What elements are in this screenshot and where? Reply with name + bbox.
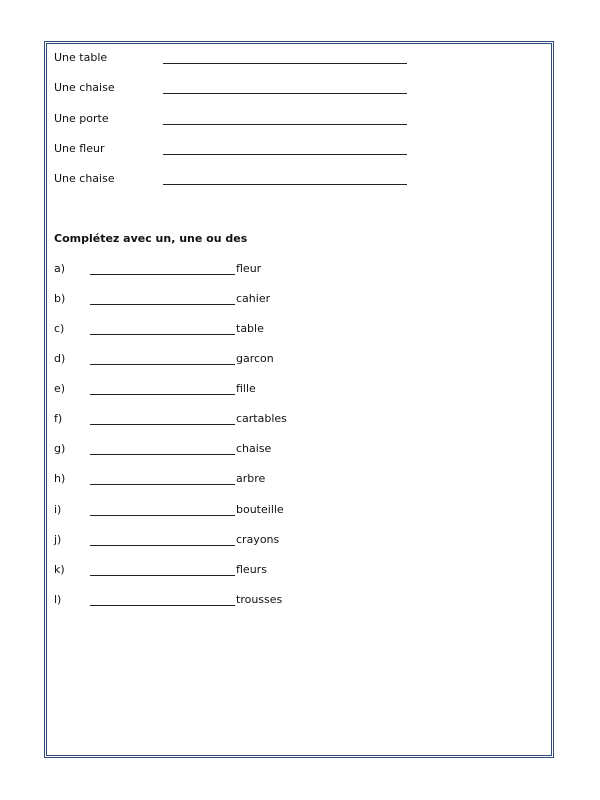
exercise-item: [54, 291, 354, 311]
exercise-item: [54, 532, 354, 552]
answer-blank[interactable]: [163, 184, 407, 185]
translation-label: Une porte: [54, 112, 109, 125]
item-word: fleurs: [236, 563, 267, 576]
item-letter: e): [54, 382, 66, 395]
answer-blank[interactable]: [90, 334, 235, 335]
answer-blank[interactable]: [90, 515, 235, 516]
translation-row: [54, 50, 414, 70]
answer-blank[interactable]: [90, 364, 235, 365]
item-letter: k): [54, 563, 65, 576]
item-word: bouteille: [236, 503, 284, 516]
exercise-item: [54, 261, 354, 281]
item-word: cahier: [236, 292, 271, 305]
answer-blank[interactable]: [90, 304, 235, 305]
item-word: cartables: [236, 412, 287, 425]
exercise-item: [54, 381, 354, 401]
exercise-item: [54, 321, 354, 341]
answer-blank[interactable]: [90, 394, 235, 395]
answer-blank[interactable]: [163, 63, 407, 64]
answer-blank[interactable]: [90, 575, 235, 576]
exercise-item: [54, 502, 354, 522]
exercise-item: [54, 411, 354, 431]
item-word: garcon: [236, 352, 274, 365]
exercise-item: [54, 592, 354, 612]
item-letter: c): [54, 322, 65, 335]
answer-blank[interactable]: [90, 274, 235, 275]
answer-blank[interactable]: [90, 484, 235, 485]
item-letter: b): [54, 292, 66, 305]
item-word: trousses: [236, 593, 283, 606]
item-word: crayons: [236, 533, 280, 546]
translation-row: [54, 141, 414, 161]
translation-row: [54, 171, 414, 191]
translation-row: [54, 80, 414, 100]
translation-label: Une chaise: [54, 172, 115, 185]
answer-blank[interactable]: [90, 424, 235, 425]
item-word: arbre: [236, 472, 266, 485]
exercise-item: [54, 562, 354, 582]
answer-blank[interactable]: [90, 454, 235, 455]
item-word: table: [236, 322, 264, 335]
answer-blank[interactable]: [90, 545, 235, 546]
item-letter: h): [54, 472, 66, 485]
answer-blank[interactable]: [163, 93, 407, 94]
exercise-item: [54, 441, 354, 461]
translation-row: [54, 111, 414, 131]
item-letter: l): [54, 593, 62, 606]
answer-blank[interactable]: [163, 124, 407, 125]
item-letter: d): [54, 352, 66, 365]
translation-label: Une table: [54, 51, 108, 64]
exercise-heading: Complétez avec un, une ou des: [54, 232, 248, 245]
item-letter: a): [54, 262, 66, 275]
item-letter: f): [54, 412, 63, 425]
item-word: chaise: [236, 442, 272, 455]
answer-blank[interactable]: [163, 154, 407, 155]
exercise-item: [54, 351, 354, 371]
item-letter: j): [54, 533, 62, 546]
translation-label: Une fleur: [54, 142, 105, 155]
item-letter: i): [54, 503, 62, 516]
item-word: fleur: [236, 262, 262, 275]
answer-blank[interactable]: [90, 605, 235, 606]
translation-label: Une chaise: [54, 81, 115, 94]
exercise-item: [54, 471, 354, 491]
item-letter: g): [54, 442, 66, 455]
item-word: fille: [236, 382, 256, 395]
